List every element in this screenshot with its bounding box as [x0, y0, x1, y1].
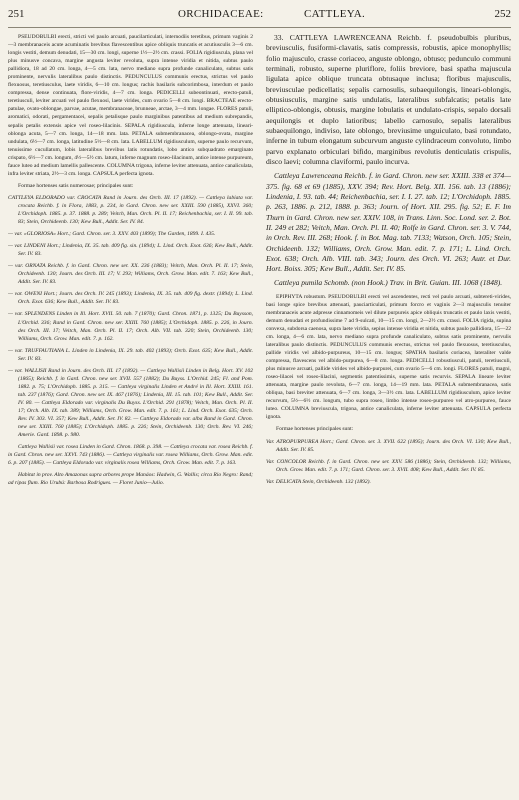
left-forms-intro: Formae hortenses satis numerosae; principales sunt: — [18, 182, 134, 189]
page-number-left: 251 — [8, 8, 25, 20]
form-entry: — var. LINDENI Hort.; Lindenia, IX. 35. tab. 409 fig. sin. (1894); L. Lind. Orch. Exot. 636; Kew Bull., Addit. Ser. IV. 83. — [8, 243, 253, 258]
left-habitat: Habitat in prov. Alto Amazonas supra arbores prope Manáos: Hadwin, G. Wallis; circa Rio Negro: Rand; ad ripas flum. Rio Urubú: Barbosa Rodrigues. — Floret Junio—Julio. — [8, 472, 253, 487]
right-forms-intro: Formae hortenses principales sunt: — [276, 426, 354, 433]
species-synonyms: Cattleya Lawrenceana Reichb. f. in Gard. Chron. new ser. XXIII. 338 et 374—375. fig. 68 et 69 (1885), XXV. 394; Rev. Hort. Belg. XII. 156. tab. 13 (1886); Lindenia, I. 93. tab. 44; Reichenbachia, ser. I. I. 27. tab. 12; L'Orchidoph. 1885. p. 263, 1886. p. 212, 1888. p. 363; Journ. of Hort. XII. 295. fig. 52; E. F. Im Thurn in Gard. Chron. new ser. XXIV. 108, in Trans. Linn. Soc. Lond. ser. 2. Bot. II. 249 et 282; Veitch, Man. Orch. Pl. II. 40; Rolfe in Gard. Chron. ser. 3. V. 744, in Orch. Rev. III. 268; Hook. f. in Bot. Mag. tab. 7133; Watson, Orch. 105; Stein, Orchideenb. 132; Williams, Orch. Grow. Man. edit. 7. p. 171; L. Lind. Orch. Exot. 638; Orch. Alb. VIII. tab. 343; Journ. des Orch. VI. 263; Autr. et Dur. Hort. Boiss. 305; Kew Bull., Addit. Ser. IV. 85. — [266, 171, 511, 274]
form-entry: — var. WALLISII Rand in Journ. des Orch. III. 17 (1892). — Cattleya Wallisii Linden in Belg. Hort. XV. 102 (1865); Reichb. f. in Gard. Chron. new ser. XVII. 557 (1882); Du Buyss. L'Orchid. 245; Fl. and Pom. 1882. p. 75; L'Orchidoph. 1885. p. 315. — Cattleya virginalis Linden et André in Ill. Hort. XXIII. 161. tab. 237 (1876); Gard. Chron. new ser. IX. 467 (1876); Lindenia, III. 15. tab. 101; Kew Bull., Addit. Ser. IV. 80. — Cattleya Eldorado var. virginalis Du Buyss. L'Orchid. 291 (1878); Veitch, Man. Orch. Pl. II. 17; Orch. Alb. IX. tab. 389; Williams, Orch. Grow. Man. edit. 7. p. 161; L. Lind. Orch. Exot. 635; Orch. Rev. IV. 303. VI. 357; Kew Bull., Addit. Ser. IV. 82. — Cattleya Eldorado var. alba Rand in Gard. Chron. new ser. XXIII. 760 (1885); L'Orchidoph. 1885. p. 226; Stein, Orchideenb. 130; Orch. Rev. VI. 246; Amerie. Gard. 1898. p. 980. — [8, 367, 253, 439]
page-number-right: 252 — [494, 8, 511, 20]
header-family: ORCHIDACEAE: — [178, 8, 264, 20]
left-column — [8, 33, 253, 787]
header-genus: CATTLEYA. — [304, 8, 366, 20]
form-entry: — var. «GLORIOSA» Hort.; Gard. Chron. ser. 3. XXV. 403 (1899); The Garden, 1899. I. 435. — [8, 231, 216, 238]
species-heading: 33. CATTLEYA LAWRENCEANA Reichb. f. pseudobulbis pluribus, breviusculis, fusiformi-clavatis, satis compressis, robustis, apice monophyllis; folio majusculo, crasse coriaceo, anguste oblongo, obtuso; pedunculo communi terminali, robusto, superne pluriflore, foliis breviore, basi spatha majuscula ligulata apice oblique truncata obtusaque inclusa; floribus majusculis, breviusculae pedicellatis; sepalis carnosulis, subaequilongis, lineari-oblongis, obtusiusculis, margine satis undulatis, lateralibus subfalcatis; petalis late elliptico-oblongis, obtusis, margine lobulatis et undulato-crispis, sepalo dorsali aequilongis et duplo latioribus; labello carnosulo, sepalis lateralibus subaequilongo, indiviso, late oblongo, breviusime unguiculato, basi rotundato, inferne in tubum elongatum subcurvum anguste cylindraceum convoluto, limbo parvo explanato orbiculari bifido, marginibus revolutis denticulatis crispulis, disco laevi; columna claviformi, paulo incurva. — [266, 33, 511, 167]
form-entry: — var. TRUFFAUTIANA L. Linden in Lindenia, IX. 29. tab. 402 (1893); Orch. Exot. 635; Kew Bull., Addit. Ser. IV. 83. — [8, 347, 253, 362]
header-rule — [8, 27, 511, 28]
form-entry: Cattleya Wallisii var. rosea Linden in Gard. Chron. 1868. p. 398. — Cattleya crocata var. rosea Reichb. f. in Gard. Chron. new ser. XXVI. 743 (1886). — Cattleya virginalis var. rosea Williams, Orch. Grow. Man. edit. 6. p. 207 (1885). — Cattleya Eldorado var. virginalis rosea Williams, Orch. Grow. Man. edit. 7. p. 163. — [8, 444, 253, 467]
form-entry: Var. DELICATA Stein, Orchideenb. 132 (1892). — [266, 478, 371, 485]
species-synonym-2: Cattleya pumila Schomb. (non Hook.) Trav. in Brit. Guian. III. 1068 (1848). — [274, 278, 503, 288]
form-entry: — var. SPLENDENS Linden in Ill. Hort. XVII. 50. tab. 7 (1870); Gard. Chron. 1871, p. 1325; Du Buysson, L'Orchid. 336; Rand in Gard. Chron. new ser. XXIII. 760 (1885); L'Orchidoph. 1885. p. 226, in Journ. des Orch. III. 17; Veitch, Man. Orch. Pl. II. 17; Orch. Alb. VII. tab. 320; Stein, Orchideenb. 130; Williams, Orch. Grow. Man. edit. 7. p. 162. — [8, 311, 253, 342]
form-entry: Var. CONCOLOR Reichb. f. in Gard. Chron. new ser. XXV. 586 (1886); Stein, Orchideenb. 132; Williams, Orch. Grow. Man. edit. 7. p. 171; Gard. Chron. ser. 3. XVII. 408; Kew Bull., Addit. Ser. IV. 85. — [266, 458, 511, 473]
form-entry: CATTLEYA ELDORADO var. CROCATA Rand in Journ. des Orch. III. 17 (1892). — Cattleya labiata var. crocata Reichb. f. in Flora, 1883, p. 234, in Gard. Chron. new ser. XXIII. 590 (1885), XXVI. 360; L'Orchidoph. 1885. p. 37. 1888. p. 289; Veitch, Man. Orch. Pl. II. 17; Reichenbachia, ser. I. II. 99. tab. 83; Stein, Orchideenb. 130; Kew Bull., Addit. Ser. IV. 84. — [8, 194, 253, 226]
right-description: EPIPHYTA robustum. PSEUDOBULBI erecti vel ascendentes, recti vel paulo arcuati, subtereti-virides, basi longe spice brevibus attenuati, pauciarticulati, primum forcro et vaginis 2—3 majusculis tenuiter membranaceis acute adpresse cinnamomeis vel dilute purpureis apice obliquis truncatis et paulo laxis vestiti, demum denudati et profundissime 7 ad 9-sulcati, 10—15 cm. longi, 2—2½ cm. crassi. FOLIA rigida, supina convexa, subdorsa caenosa, supra laete viridia, sepius intense viridia et nitida, subtus paulo pallidiora, 15—22 cm. longa, 4—6 cm. lata, nervo mediano supra profunde canaliculato, subtus satis prominente, nervulis lateralibus paulo distinctis. PEDUNCULUS communis erectus, strictus vel paulo flexuosus, teretiusculus, pallide viridis vel albido-purpureus, 10—15 cm. longus; SPATHA basilaris coriacea, lateraliter valde compressa, flavescens vel albido-purpurea, 6—8 cm. longa. PEDICELLI robustiusculi, patuli, teretiusculi, plus minusve arcuati, pallide virides vel albido-purpurei, cum ovario 5—6 cm. longi. FLORES patuli, magni, roseo-lilacei vel roseo-lilacini, segmentis patentissimis, superne satis recurvis. SEPALA lineare leviter attenuata, margine paulo revoluta, 6—7 cm. longa, 14—19 mm. lata. PETALA submembranacea, satis obliqua, basi breviter attenuata, 6—7 cm. longa, 3—3½ cm. lata. LABELLUM rigidiusculum, apice leviter recurvum, 5½—6½ cm. longum, tubo supra roseo, limbo intense roseo-purpureo vel atro-purpureo, fauce luteo. COLUMNA breviuscula, trigona, antice canaliculata, inferne leviter attenuata. CAPSULA perfecta ignota. — [266, 293, 511, 421]
left-forms-list — [8, 194, 253, 467]
right-column — [266, 33, 511, 787]
form-entry: — var. OWENI Hort.; Journ. des Orch. IV. 245 (1893); Lindenia, IX. 35. tab. 409 fig. dextr. (1894); L. Lind. Orch. Exot. 636; Kew Bull., Addit. Ser. IV. 83. — [8, 291, 253, 306]
running-header — [8, 5, 511, 27]
left-description: PSEUDOBULBI erecti, stricti vel paulo arcuati, paucilarticulati, internodiis teretibus, primum vaginis 2—3 membranaceis acute acuminatis brevibus flavescentibus apice obliquis truncatis et acutiusculis 3—6 cm. longis vestiti, demum denudati, 15—30 cm. longi, superne 1½—2½ cm. crassi. FOLIA rigidiuscula, plana vel plus minusve concava, margine angusta leviter revoluta, supra intense viridia et nitida, subtus paulo pallidiora, 18 ad 20 cm. longa, 4—5 cm. lata, nervo mediano supra profunde canaliculato, subtus satis prominente, nervulis lateralibus paulo distinctis. PEDUNCULUS communis erectus, strictus vel paulo flexuosus, teretiusculus, laete viridis, 6—10 cm. longus; rachis basilaris subcorimbosa, interdum et paulo compressa, dense continuata, flore-viridis, 4—7 cm. longa. PEDICELLI subeontinuati, erecto-patuli, teretiusculi, leviter arcuati vel paulo flexuosi, laete virides, cum ovario 5—8 cm. longi. BRACTEAE erecto-patulae, ovato-oblongae, parvae, acutae, membranaceae, brunneae, arctae, 3—4 mm. longae. FLORES patuli, aromatici, odorati, pergamentacei, sepalis petalisque paulo marginibus patentibus ad medium subrepandis, sepalis petalis extensis apice vel roseo-lilacinis. SEPALA rigidiuscula, inferne longe attenuata, lineari-oblonga acuta, 5—7 cm. longa, 14—18 mm. lata. PETALA submembranacea, oblongo-ovata, margine undulata, 6½—7 cm. longa, latitudine 5½—8 cm. lata. LABELLUM rigidiusculum, superne paulo recurvum, tenuissime cucullatum, lobis lateralibus brevibus latis rotundatis, lobo antico subquadrato emarginato crispato, 6½—7 cm. longum, 4½—5½ cm. latum, inferne magnum roseo-lilacinum, antice intense purpureum, fauce luteo ad medium lamellis pallescente. COLUMNA trigona, inferne leviter attenuata, antice canaliculata, infra leviter striata, 2½—3 cm. longa. CAPSULA perfecta ignota. — [8, 34, 253, 177]
form-entry: — var. ORNATA Reichb. f. in Gard. Chron. new ser. XX. 236 (1883); Veitch, Man. Orch. Pl. II. 17; Stein, Orchideenb. 130; Journ. des Orch. III. 17; V. 293; Williams, Orch. Grow. Man. edit. 7. 163; Kew Bull., Addit. Ser. IV. 83. — [8, 263, 253, 286]
form-entry: Var. ATROPURPUREA Hort.; Gard. Chron. ser. 3. XVII. 622 (1895); Journ. des Orch. VI. 130; Kew Bull., Addit. Ser. IV. 85. — [266, 438, 511, 453]
